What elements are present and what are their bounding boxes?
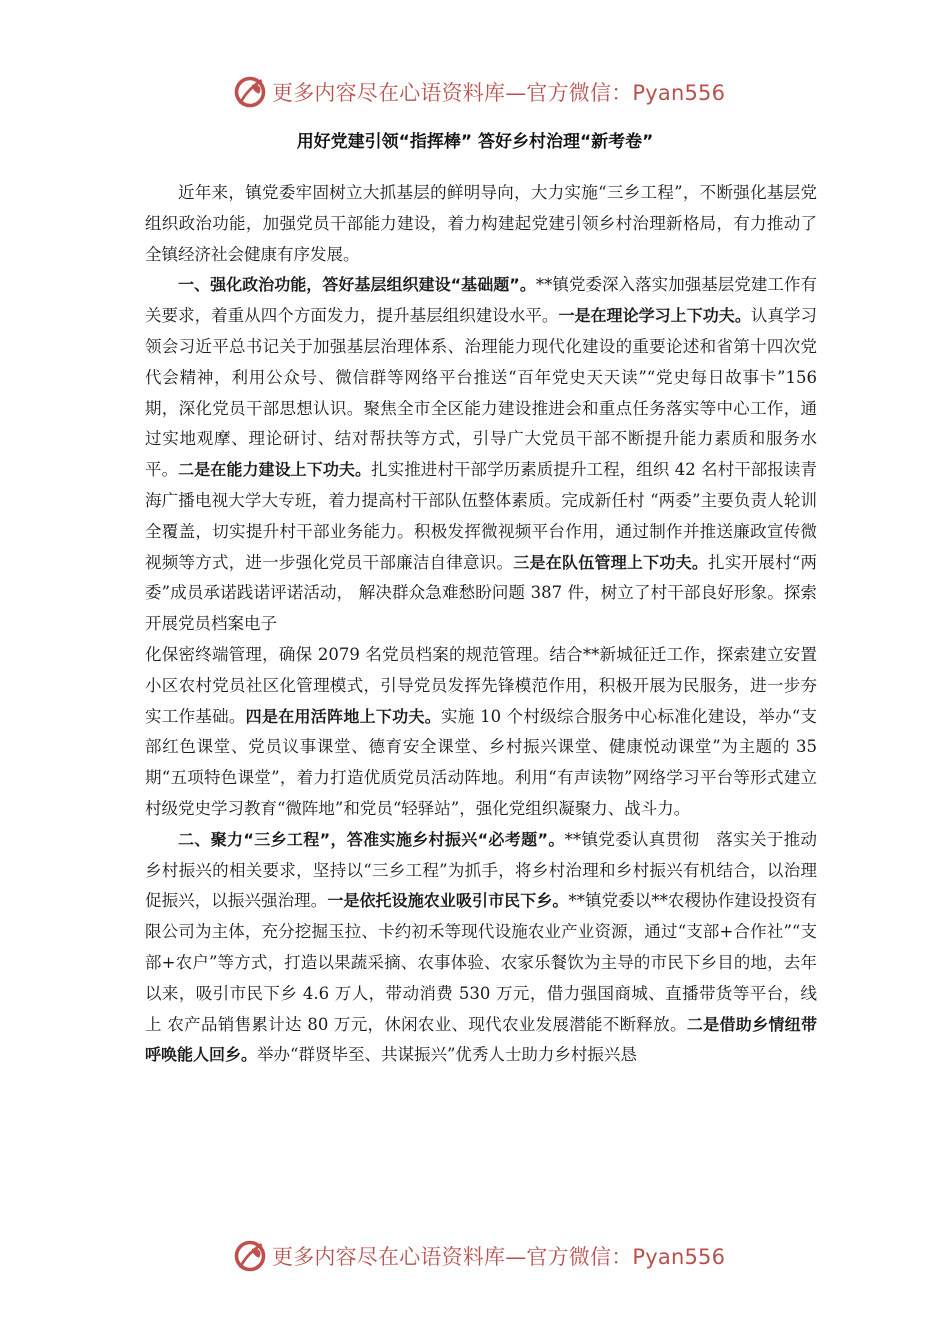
bold-heading-run: 二是在能力建设上下功夫。 [178,460,372,480]
text-run: **镇党委深入落实加强基层党建工作有关要求，着重从四个方面发力，提升基层组织建设水平。 [145,275,817,326]
leaf-logo-icon [232,74,268,110]
paragraph [145,178,817,270]
banner-text: 更多内容尽在心语资料库—官方微信：Pyan556 [272,1245,726,1269]
bold-heading-run: 四是在用活阵地上下功夫。 [245,706,441,726]
document-title: 用好党建引领“指挥棒” 答好乡村治理“新考卷” [296,132,654,152]
text-run: 认真学习领会习近平总书记关于加强基层治理体系、治理能力现代化建设的重要论述和省第十四次党代会精神，利用公众号、微信群等网络平台推送“百年党史天天读”“党史每日故事卡”156 期，深化党员干部思想认识。聚焦全市全区能力建设推进会和重点任务落实等中心工作，通过实地观摩、理论研讨、结对帮扶等方式，引导广大党员干部不断提升能力素质和服务水平。 [145,306,818,480]
text-run: 扎实推进村干部学历素质提升工程，组织 42 名村干部报读青海广播电视大学大专班，着力提高村干部队伍整体素质。完成新任村 “两委”主要负责人轮训全覆盖，切实提升村干部业务能力。积极发挥微视频平台作用，通过制作并推送廉政宣传微视频等方式，进一步强化党员干部廉洁自律意识。 [145,460,817,572]
bold-heading-run: 二是借助乡情纽带呼唤能人回乡。 [145,1014,817,1065]
paragraph [145,825,817,1071]
text-run: 举办“群贤毕至、共谋振兴”优秀人士助力乡村振兴恳 [257,1045,637,1065]
header-watermark-banner [232,72,726,112]
leaf-logo-icon [232,1238,268,1274]
bold-heading-run: 一是依托设施农业吸引市民下乡。 [327,891,569,911]
bold-heading-run: 一是在理论学习上下功夫。 [558,306,751,326]
text-run: 实施 10 个村级综合服务中心标准化建设，举办“支部红色课堂、党员议事课堂、德育安全课堂、乡村振兴课堂、健康悦动课堂”为主题的 35 期“五项特色课堂”，着力打造优质党员活动阵地。利用“有声读物”网络学习平台等形式建立村级党史学习教育“微阵地”和党员“轻驿站”，强化党组织凝聚力、战斗力。 [145,706,818,818]
text-run: 近年来，镇党委牢固树立大抓基层的鲜明导向，大力实施“三乡工程”，不断强化基层党组织政治功能，加强党员干部能力建设，着力构建起党建引领乡村治理新格局，有力推动了全镇经济社会健康有序发展。 [145,183,817,264]
bold-heading-run: 三是在队伍管理上下功夫。 [513,552,709,572]
paragraph [145,640,817,825]
bold-heading-run: 二、聚力“三乡工程”，答准实施乡村振兴“必考题”。 [178,829,565,849]
document-body [145,178,817,1071]
text-run: **镇党委以**农稷协作建设投资有限公司为主体，充分挖掘玉拉、卡约初禾等现代设施农业产业资源，通过“支部+合作社”“支部+农户”等方式，打造以果蔬采摘、农事体验、农家乐餐饮为主导的市民下乡目的地，去年以来，吸引市民下乡 4.6 万人，带动消费 530 万元，借力强国商城、直播带货等平台，线上 农产品销售累计达 80 万元，休闲农业、现代农业发展潜能不断释放。 [145,891,817,1034]
paragraph [145,270,817,640]
text-run: **镇党委认真贯彻 落实关于推动乡村振兴的相关要求，坚持以“三乡工程”为抓手，将乡村治理和乡村振兴有机结合，以治理促振兴，以振兴强治理。 [145,829,817,911]
text-run: 扎实开展村“两委”成员承诺践诺评诺活动， 解决群众急难愁盼问题 387 件，树立了村干部良好形象。探索开展党员档案电子 [145,552,818,634]
footer-watermark-banner [232,1236,726,1276]
text-run: 化保密终端管理，确保 2079 名党员档案的规范管理。结合**新城征迁工作，探索建立安置小区农村党员社区化管理模式，引导党员发挥先锋模范作用，积极开展为民服务，进一步夯实工作基础。 [145,644,817,726]
bold-heading-run: 一、强化政治功能，答好基层组织建设“基础题”。 [178,275,536,295]
banner-text: 更多内容尽在心语资料库—官方微信：Pyan556 [272,81,726,105]
